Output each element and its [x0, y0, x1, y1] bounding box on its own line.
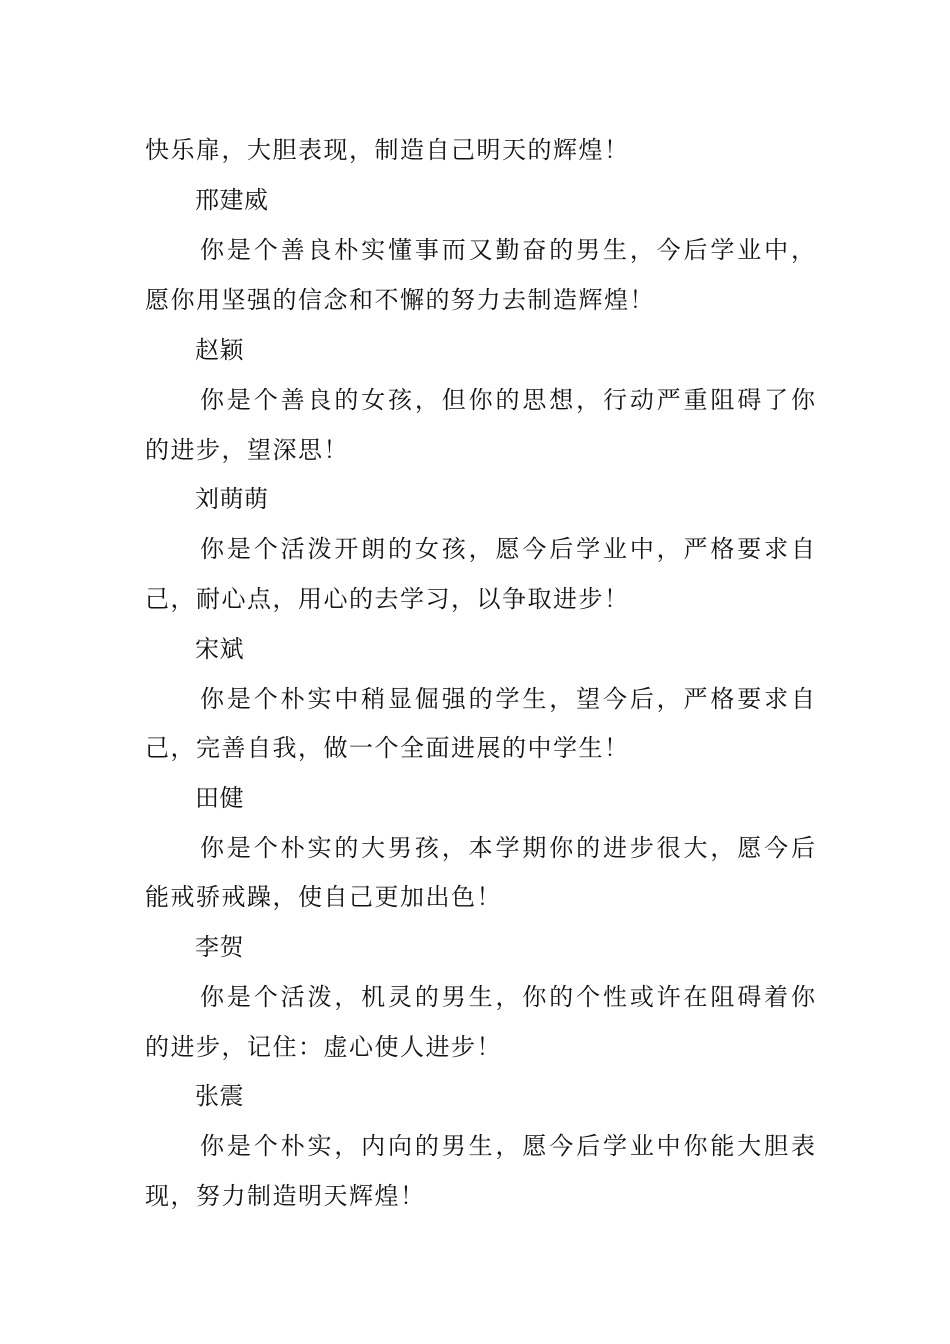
comment-line: 你是个善良朴实懂事而又勤奋的男生，今后学业中， — [200, 236, 815, 264]
comment-line: 现，努力制造明天辉煌！ — [145, 1182, 426, 1210]
student-name: 邢建威 — [195, 186, 269, 214]
comment-line: 你是个朴实的大男孩，本学期你的进步很大，愿今后 — [200, 834, 815, 862]
comment-line: 愿你用坚强的信念和不懈的努力去制造辉煌！ — [145, 286, 655, 314]
comment-line: 你是个朴实中稍显倔强的学生，望今后，严格要求自 — [200, 685, 815, 713]
comment-line: 的进步，望深思！ — [145, 436, 349, 464]
student-name: 宋斌 — [195, 635, 244, 663]
comment-line: 己，完善自我，做一个全面进展的中学生！ — [145, 734, 630, 762]
student-name: 张震 — [195, 1082, 244, 1110]
text-line: 快乐扉，大胆表现，制造自己明天的辉煌！ — [145, 136, 630, 164]
comment-line: 的进步，记住：虚心使人进步！ — [145, 1033, 502, 1061]
student-name: 李贺 — [195, 933, 244, 961]
comment-line: 己，耐心点，用心的去学习，以争取进步！ — [145, 585, 630, 613]
student-name: 赵颖 — [195, 336, 244, 364]
comment-line: 你是个善良的女孩，但你的思想，行动严重阻碍了你 — [200, 386, 815, 414]
student-name: 田健 — [195, 784, 244, 812]
comment-line: 你是个活泼开朗的女孩，愿今后学业中，严格要求自 — [200, 535, 815, 563]
student-name: 刘萌萌 — [195, 485, 269, 513]
comment-line: 你是个活泼，机灵的男生，你的个性或许在阻碍着你 — [200, 983, 815, 1011]
comment-line: 你是个朴实，内向的男生，愿今后学业中你能大胆表 — [200, 1132, 815, 1160]
comment-line: 能戒骄戒躁，使自己更加出色！ — [145, 883, 502, 911]
